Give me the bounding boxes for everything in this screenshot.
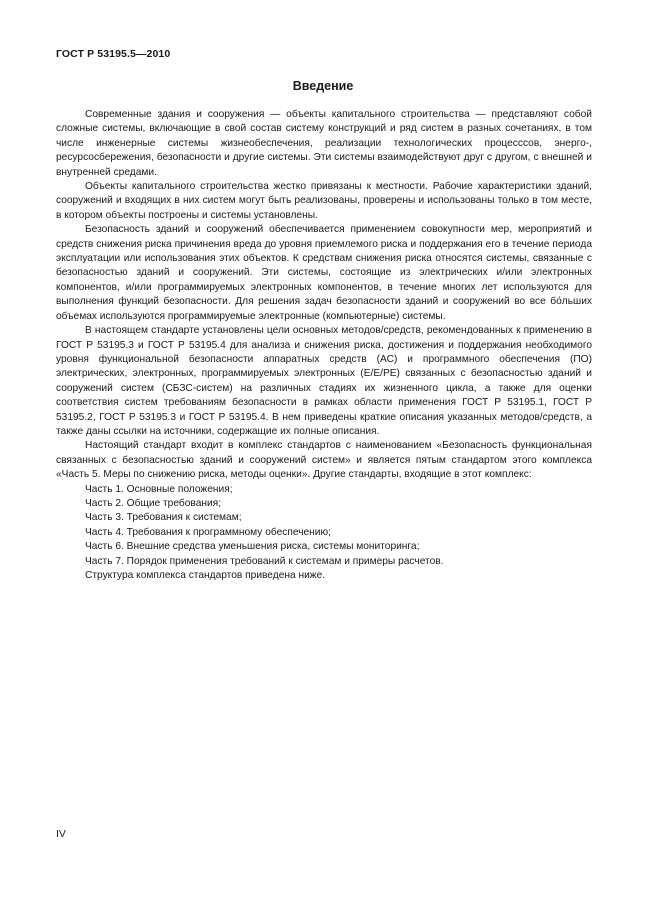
paragraph-safety-measures: Безопасность зданий и сооружений обеспечивается применением совокупности мер, мероприятий и средств снижения риска причинения вреда до уровня приемлемого риска и поддержания его в течение периода эксплуатации или использования этих объектов. К средствам снижения риска относятся системы, связанные с безопасностью зданий и сооружений. Эти системы, состоящие из электрических и/или электронных компонентов, и/или программируемых электронных компонентов, в течение многих лет используются для выполнения функций безопасности. Для решения задач безопасности зданий и сооружений во все бо́льших объемах используются программируемые электронные (компьютерные) системы. [56,224,592,322]
paragraph-closing: Структура комплекса стандартов приведена ниже. [85,570,326,581]
page-number: IV [56,828,66,840]
list-item-part-1: Часть 1. Основные положения; [85,483,233,495]
list-item-part-2: Часть 2. Общие требования; [85,497,222,509]
paragraph-standard-goals: В настоящем стандарте установлены цели основных методов/средств, рекомендованных к применению в ГОСТ Р 53195.3 и ГОСТ Р 53195.4 для анализа и снижения риска, достижения и поддержания необходимого уровня функциональной безопасности аппаратных средств (АС) и программного обеспечения (ПО) электрических, электронных, программируемых электронных (Е/Е/РЕ) связанных с безопасностью зданий и сооружений систем (СБЗС-систем) на различных стадиях их жизненного цикла, а также для оценки соответствия систем требованиям безопасности в рамках области применения ГОСТ Р 53195.1, ГОСТ Р 53195.2, ГОСТ Р 53195.3 и ГОСТ Р 53195.4. В нем приведены краткие описания указанных методов/средств, а также даны ссылки на источники, содержащие их полные описания. [56,325,592,437]
section-title: Введение [292,79,354,93]
standard-code-header: ГОСТ Р 53195.5—2010 [56,48,171,60]
body-text [56,108,592,583]
list-item-part-3: Часть 3. Требования к системам; [85,512,242,524]
list-item-part-7: Часть 7. Порядок применения требований к системам и примеры расчетов. [85,555,444,567]
paragraph-modern-buildings: Современные здания и сооружения — объекты капитального строительства — представляют собой сложные системы, включающие в свой состав систему конструкций и ряд систем в разных сочетаниях, в том числе инженерные системы жизнеобеспечения, реализации технологических процесссов, энерго-, ресурсосбережения, безопасности и другие системы. Эти системы взаимодействуют друг с другом, с внешней и внутренней средами. [56,109,592,178]
list-item-part-6: Часть 6. Внешние средства уменьшения риска, системы мониторинга; [85,541,420,553]
list-item-part-4: Часть 4. Требования к программному обеспечению; [85,526,331,538]
paragraph-standards-complex: Настоящий стандарт входит в комплекс стандартов с наименованием «Безопасность функциональная связанных с безопасностью зданий и сооружений систем» и является пятым стандартом этого комплекса «Часть 5. Меры по снижению риска, методы оценки». Другие стандарты, входящие в этот комплекс: [56,440,592,481]
paragraph-location-binding: Объекты капитального строительства жестко привязаны к местности. Рабочие характеристики зданий, сооружений и входящих в них систем могут быть реализованы, проверены и использованы только в том месте, в котором объекты построены и системы установлены. [56,181,592,221]
